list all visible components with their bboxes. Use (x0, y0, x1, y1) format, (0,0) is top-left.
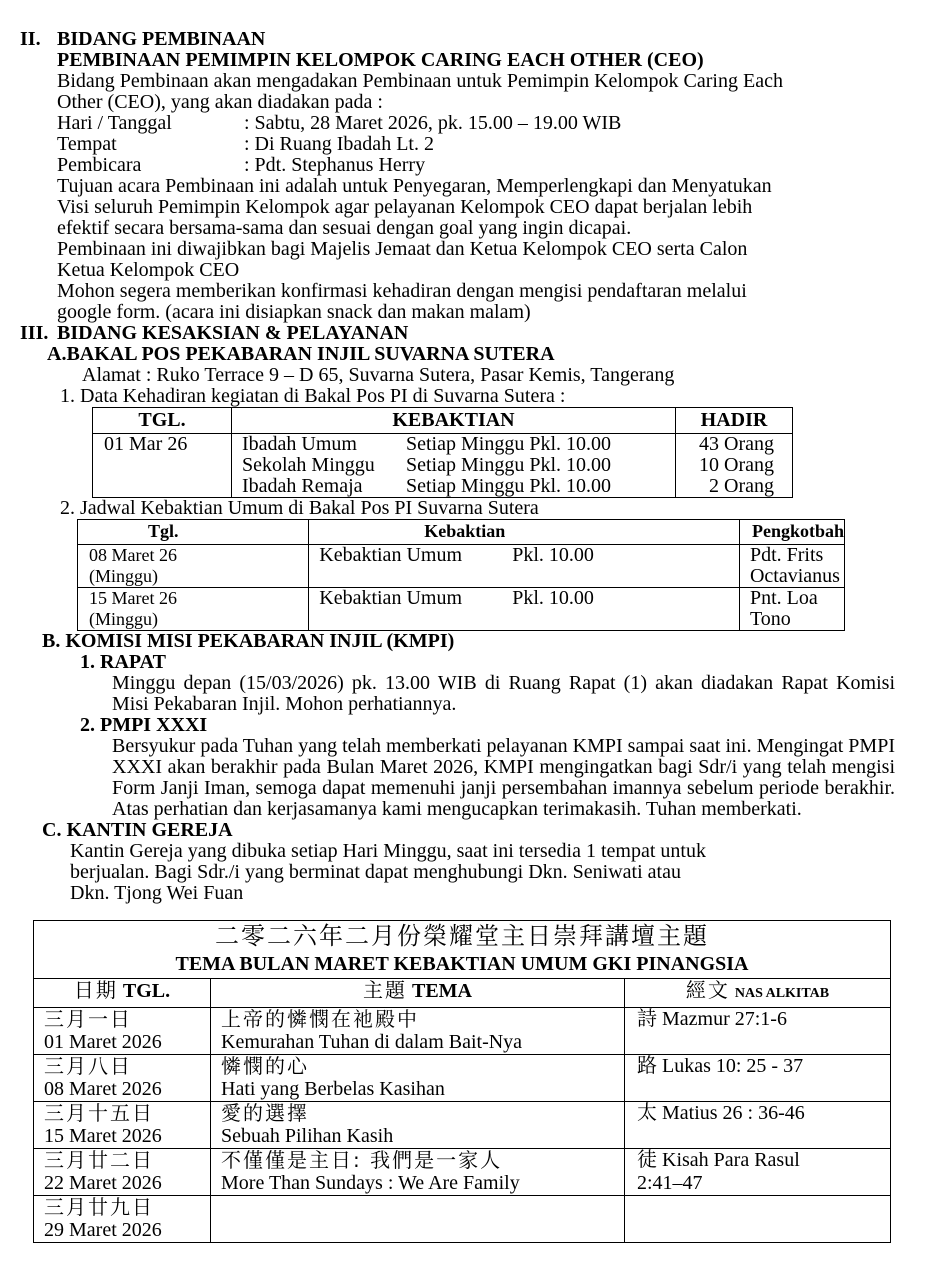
schedule-day: (Minggu) (89, 609, 158, 629)
column-header-date: Tgl. (78, 520, 309, 545)
theme-date-cell: 三月一日 01 Maret 2026 (34, 1008, 211, 1055)
attendance-count: 2 Orang (709, 475, 774, 497)
theme-date-cell: 三月十五日 15 Maret 2026 (34, 1102, 211, 1149)
list-item (242, 455, 675, 476)
theme-cell (211, 1196, 625, 1243)
table-row (34, 1149, 891, 1196)
table-row (34, 1196, 891, 1243)
section-2-body-line: Visi seluruh Pemimpin Kelompok agar pelayanan Kelompok CEO dapat berjalan lebih (57, 196, 753, 218)
item-b2-text: Bersyukur pada Tuhan yang telah memberkati pelayanan KMPI sampai saat ini. Mengingat PMPI XXXI akan berakhir pada Bulan Maret 2026, KMPI mengingatkan bagi Sdr/i yang telah mengisi Form Janji Iman, semoga dapat memenuhi janji persembahan imannya sebelum periode berakhir. Atas perhatian dan kerjasamanya kami mengucapkan terimakasih. Tuhan memberkati. (112, 735, 895, 820)
table-row (78, 588, 845, 631)
scripture-cell: 徒 Kisah Para Rasul 2:41–47 (625, 1149, 891, 1196)
detail-value: : Pdt. Stephanus Herry (244, 154, 426, 176)
section-2-body-line: Tujuan acara Pembinaan ini adalah untuk Penyegaran, Memperlengkapi dan Menyatukan (57, 175, 772, 197)
theme-title-row (34, 921, 891, 979)
table-header-row (93, 408, 793, 434)
section-3-heading (0, 323, 930, 344)
schedule-date-value: 15 Maret 26 (89, 588, 177, 608)
theme-title-chinese: 二零二六年二月份榮耀堂主日崇拜講壇主題 (215, 922, 709, 950)
item-b1-title: 1. RAPAT (80, 651, 166, 673)
table-row (93, 434, 793, 498)
detail-value: : Sabtu, 28 Maret 2026, pk. 15.00 – 19.00 WIB (244, 112, 622, 134)
section-2-subheading: PEMBINAAN PEMIMPIN KELOMPOK CARING EACH OTHER (CEO) (57, 49, 704, 71)
schedule-day: (Minggu) (89, 566, 158, 586)
subsection-c-line: Kantin Gereja yang dibuka setiap Hari Minggu, saat ini tersedia 1 tempat untuk (70, 840, 706, 862)
service-time: Pkl. 10.00 (512, 587, 594, 609)
theme-date-cell: 三月廿九日 29 Maret 2026 (34, 1196, 211, 1243)
column-header-service: Kebaktian (309, 520, 740, 545)
table-header-row (34, 979, 891, 1008)
table-row (78, 545, 845, 588)
schedule-service (309, 588, 740, 631)
scripture-cell: 路 Lukas 10: 25 - 37 (625, 1055, 891, 1102)
theme-cell: 上帝的憐憫在祂殿中 Kemurahan Tuhan di dalam Bait-Nya (211, 1008, 625, 1055)
theme-title: TEMA BULAN MARET KEBAKTIAN UMUM GKI PINANGSIA (175, 953, 749, 975)
section-2-body-line: Mohon segera memberikan konfirmasi kehadiran dengan mengisi pendaftaran melalui (57, 280, 747, 302)
table-row (34, 1008, 891, 1055)
schedule-service (309, 545, 740, 588)
detail-key: Pembicara (57, 154, 142, 176)
section-2-intro-line: Bidang Pembinaan akan mengadakan Pembinaan untuk Pemimpin Kelompok Caring Each (57, 70, 783, 92)
section-2-body-line: Pembinaan ini diwajibkan bagi Majelis Jemaat dan Ketua Kelompok CEO serta Calon (57, 238, 748, 260)
service-time: Pkl. 10.00 (512, 544, 594, 566)
attendance-services (232, 434, 676, 498)
schedule-preacher: Pdt. Frits Octavianus (739, 545, 844, 588)
table-header-row (78, 520, 845, 545)
column-header-service: KEBAKTIAN (232, 408, 676, 434)
theme-date-cell: 三月八日 08 Maret 2026 (34, 1055, 211, 1102)
theme-cell: 憐憫的心 Hati yang Berbelas Kasihan (211, 1055, 625, 1102)
theme-date-cell: 三月廿二日 22 Maret 2026 (34, 1149, 211, 1196)
service-name: Ibadah Remaja (242, 475, 363, 497)
schedule-preacher: Pnt. Loa Tono (739, 588, 844, 631)
section-2-body-line: Ketua Kelompok CEO (57, 259, 240, 281)
item-a1-title: 1. Data Kehadiran kegiatan di Bakal Pos PI di Suvarna Sutera : (60, 385, 566, 407)
scripture-cell: 詩 Mazmur 27:1-6 (625, 1008, 891, 1055)
table-row (34, 1055, 891, 1102)
attendance-count: 43 Orang (699, 433, 774, 455)
column-header-attendance: HADIR (676, 408, 793, 434)
section-3-number: III. (20, 322, 49, 344)
bulletin-page (0, 29, 930, 904)
subsection-c-heading: C. KANTIN GEREJA (42, 819, 233, 841)
item-b2-title: 2. PMPI XXXI (80, 714, 208, 736)
column-header-date: TGL. (93, 408, 232, 434)
detail-row-speaker (0, 155, 930, 176)
theme-table (33, 920, 891, 1243)
service-time: Setiap Minggu Pkl. 10.00 (406, 433, 612, 455)
subsection-c-line: berjualan. Bagi Sdr./i yang berminat dapat menghubungi Dkn. Seniwati atau (70, 861, 681, 883)
list-item (242, 434, 675, 455)
service-name: Ibadah Umum (242, 433, 357, 455)
section-2-intro-line: Other (CEO), yang akan diadakan pada : (57, 91, 383, 113)
section-3-title: BIDANG KESAKSIAN & PELAYANAN (57, 322, 409, 344)
list-item (242, 476, 675, 497)
theme-title-cell (34, 921, 891, 979)
section-2-number: II. (20, 28, 41, 50)
detail-row-place (0, 134, 930, 155)
theme-cell: 愛的選擇 Sebuah Pilihan Kasih (211, 1102, 625, 1149)
detail-key: Tempat (57, 133, 117, 155)
service-name: Kebaktian Umum (319, 587, 462, 609)
subsection-a-address: Alamat : Ruko Terrace 9 – D 65, Suvarna Sutera, Pasar Kemis, Tangerang (82, 364, 675, 386)
attendance-table (92, 407, 793, 498)
attendance-count: 10 Orang (699, 454, 774, 476)
scripture-cell (625, 1196, 891, 1243)
attendance-date: 01 Mar 26 (93, 434, 232, 498)
column-header-preacher: Pengkotbah (739, 520, 844, 545)
detail-value: : Di Ruang Ibadah Lt. 2 (244, 133, 434, 155)
detail-row-date (0, 113, 930, 134)
schedule-date (78, 545, 309, 588)
scripture-cell: 太 Matius 26 : 36-46 (625, 1102, 891, 1149)
column-header-date: 日期 TGL. (34, 979, 211, 1008)
schedule-table (77, 519, 845, 631)
section-2-heading (0, 29, 930, 50)
attendance-counts (676, 434, 793, 498)
service-time: Setiap Minggu Pkl. 10.00 (406, 475, 612, 497)
service-time: Setiap Minggu Pkl. 10.00 (406, 454, 612, 476)
column-header-scripture: 經文 NAS ALKITAB (625, 979, 891, 1008)
item-b1-text: Minggu depan (15/03/2026) pk. 13.00 WIB di Ruang Rapat (1) akan diadakan Rapat Komisi Misi Pekabaran Injil. Mohon perhatiannya. (112, 672, 895, 715)
subsection-a-heading: A.BAKAL POS PEKABARAN INJIL SUVARNA SUTERA (47, 343, 555, 365)
section-2-title: BIDANG PEMBINAAN (57, 28, 266, 50)
schedule-date-value: 08 Maret 26 (89, 545, 177, 565)
column-header-theme: 主題 TEMA (211, 979, 625, 1008)
section-2-body-line: efektif secara bersama-sama dan sesuai dengan goal yang ingin dicapai. (57, 217, 632, 239)
subsection-b-heading: B. KOMISI MISI PEKABARAN INJIL (KMPI) (42, 630, 455, 652)
service-name: Sekolah Minggu (242, 454, 375, 476)
item-a2-title: 2. Jadwal Kebaktian Umum di Bakal Pos PI Suvarna Sutera (60, 497, 539, 519)
table-row (34, 1102, 891, 1149)
theme-cell: 不僅僅是主日: 我們是一家人 More Than Sundays : We Are Family (211, 1149, 625, 1196)
subsection-c-line: Dkn. Tjong Wei Fuan (70, 882, 244, 904)
section-2-body-line: google form. (acara ini disiapkan snack dan makan malam) (57, 301, 531, 323)
detail-key: Hari / Tanggal (57, 112, 172, 134)
schedule-date (78, 588, 309, 631)
service-name: Kebaktian Umum (319, 544, 462, 566)
